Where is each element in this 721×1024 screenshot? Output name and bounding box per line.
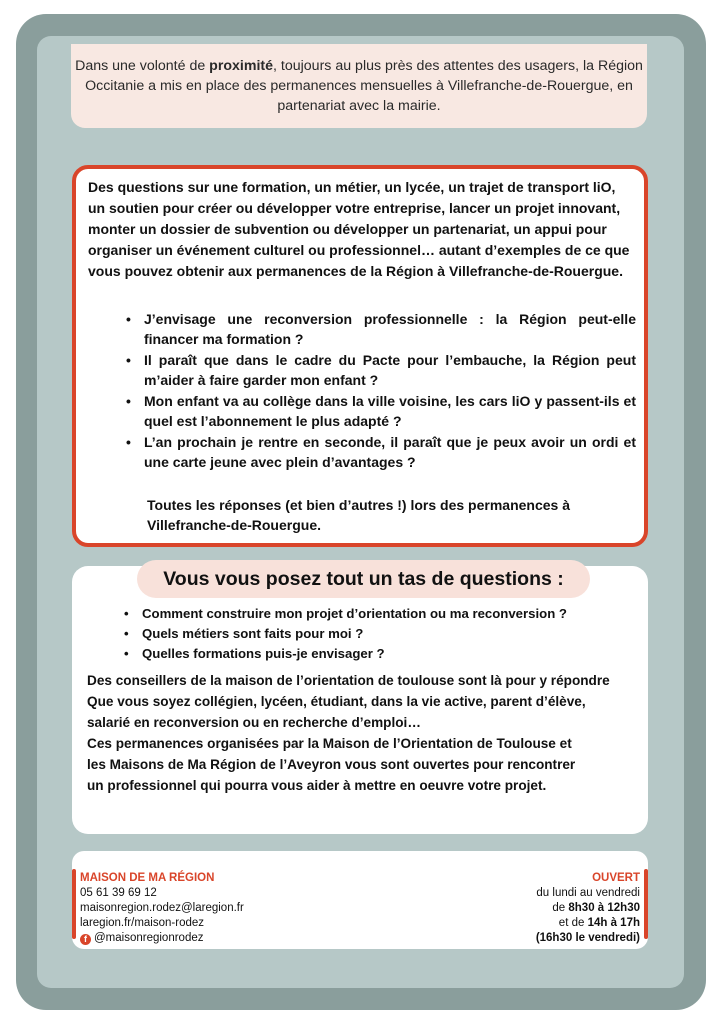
footer-title: MAISON DE MA RÉGION [80, 872, 215, 884]
orientation-list [106, 604, 646, 664]
text-line: Que vous soyez collégien, lycéen, étudiant, dans la vie active, parent d’élève, [87, 694, 586, 709]
list-item: • J’envisage une reconversion professionnelle : la Région peut-elle financer ma formation ? [108, 309, 636, 349]
hours-afternoon [536, 916, 640, 931]
footer-left-accent-bar [72, 869, 76, 939]
facebook-icon: f [80, 934, 91, 945]
intro-text-before: Dans une volonté de [75, 58, 210, 74]
social-handle[interactable] [80, 931, 244, 946]
hours-morning-prefix: de [552, 902, 569, 914]
website-link[interactable]: laregion.fr/maison-rodez [80, 917, 205, 929]
text-line: salarié en reconversion ou en recherche d’emploi… [87, 715, 421, 730]
contact-info [80, 871, 244, 946]
questions-box [72, 165, 648, 547]
text-line: les Maisons de Ma Région de l’Aveyron vous sont ouvertes pour rencontrer [87, 757, 576, 772]
list-item: • Quelles formations puis-je envisager ? [106, 644, 646, 664]
footer-right-accent-bar [644, 869, 648, 939]
text-line: un professionnel qui pourra vous aider à mettre en oeuvre votre projet. [87, 778, 547, 793]
list-item: • Mon enfant va au collège dans la ville voisine, les cars liO y passent-ils et quel est l’abonnement le plus adapté ? [108, 391, 636, 431]
hours-friday-value: (16h30 le vendredi) [535, 932, 640, 944]
list-item: • Comment construire mon projet d’orientation ou ma reconversion ? [106, 604, 646, 624]
intro-text-bold: proximité [209, 58, 274, 74]
hours-afternoon-value: 14h à 17h [587, 917, 640, 929]
questions-list [108, 309, 636, 473]
hours-morning [536, 901, 640, 916]
text-line: Ces permanences organisées par la Maison de l’Orientation de Toulouse et [87, 736, 572, 751]
hours-days: du lundi au vendredi [536, 887, 640, 899]
list-item: • L’an prochain je rentre en seconde, il paraît que je peux avoir un ordi et une carte jeune avec plein d’avantages ? [108, 432, 636, 472]
orientation-text [87, 670, 652, 796]
list-item: • Quels métiers sont faits pour moi ? [106, 624, 646, 644]
hours-morning-value: 8h30 à 12h30 [568, 902, 640, 914]
phone-number: 05 61 39 69 12 [80, 887, 157, 899]
text-line: Des conseillers de la maison de l’orientation de toulouse sont là pour y répondre [87, 673, 610, 688]
answer-text: Toutes les réponses (et bien d’autres !) lors des permanences à Villefranche-de-Rouergue. [147, 497, 570, 533]
orientation-box [72, 566, 648, 834]
intro-box [71, 44, 647, 128]
hours-afternoon-prefix: et de [558, 917, 588, 929]
contact-footer [72, 851, 648, 949]
questions-paragraph: Des questions sur une formation, un métier, un lycée, un trajet de transport liO, un soutien pour créer ou développer votre entreprise, lancer un projet innovant, monter un dossier de subvention ou développer un partenariat, un appui pour organiser un événement culturel ou professionnel… autant d’exemples de ce que vous pouvez obtenir aux permanences de la Région à Villefranche-de-Rouergue. [88, 179, 630, 279]
orientation-title: Vous vous posez tout un tas de questions : [137, 560, 590, 598]
hours-title: OUVERT [592, 872, 640, 884]
social-handle-text: @maisonregionrodez [94, 932, 204, 944]
hours-friday [536, 931, 640, 946]
email-link[interactable]: maisonregion.rodez@laregion.fr [80, 902, 244, 914]
intro-text-after: , toujours au plus près des attentes des usagers, la Région Occitanie a mis en place des permanences mensuelles à Villefranche-de-Rouergue, en partenariat avec la mairie. [85, 58, 643, 114]
list-item: • Il paraît que dans le cadre du Pacte pour l’embauche, la Région peut m’aider à faire garder mon enfant ? [108, 350, 636, 390]
opening-hours [536, 871, 640, 946]
